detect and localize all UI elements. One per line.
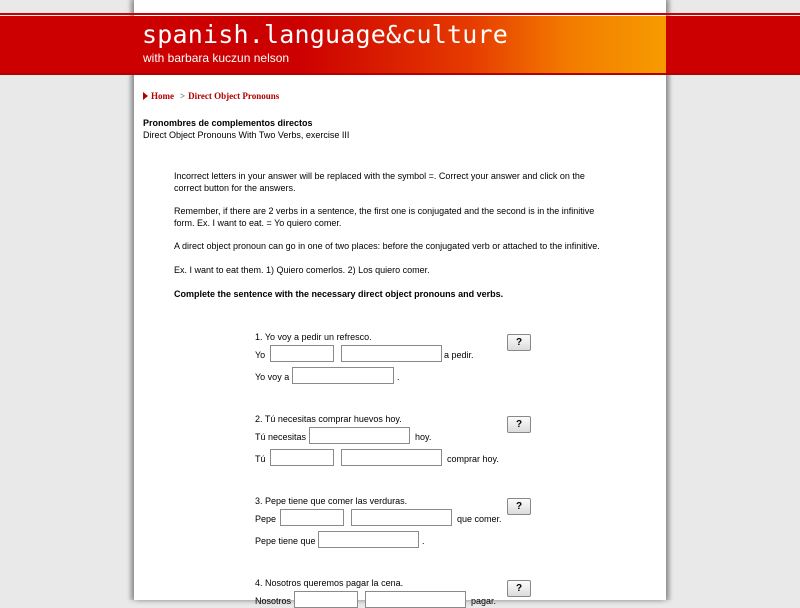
question-1-answer-1a[interactable] — [270, 345, 334, 362]
instruction-paragraph-2: Remember, if there are 2 verbs in a sentence, the first one is conjugated and the second is in the infinitive form. Ex. I want to eat. = Yo quiero comer. — [174, 206, 595, 228]
site-subtitle: with barbara kuczun nelson — [143, 51, 290, 65]
instruction-paragraph-4: Ex. I want to eat them. 1) Quiero comerlos. 2) Los quiero comer. — [174, 265, 430, 275]
instruction-paragraph-5: Complete the sentence with the necessary direct object pronouns and verbs. — [174, 289, 504, 299]
page-heading: Pronombres de complementos directos — [143, 118, 313, 128]
question-4-hint-button[interactable]: ? — [507, 580, 531, 597]
question-3-line-1-before: Pepe — [255, 514, 277, 524]
question-2-prompt: 2. Tú necesitas comprar huevos hoy. — [255, 414, 402, 424]
question-4-line-1-after: pagar. — [471, 596, 497, 606]
question-2-line-1-after: hoy. — [415, 432, 432, 442]
question-2-line-1-before: Tú necesitas — [255, 432, 307, 442]
question-3-line-2-before: Pepe tiene que — [255, 536, 316, 546]
breadcrumb-current-link[interactable]: Direct Object Pronouns — [188, 91, 280, 101]
question-3-answer-2[interactable] — [318, 531, 419, 548]
question-4-answer-1a[interactable] — [294, 591, 358, 608]
page-subheading: Direct Object Pronouns With Two Verbs, exercise III — [143, 130, 350, 140]
banner-top-rule — [0, 13, 800, 15]
page-shadow-left — [128, 0, 134, 600]
question-1-line-2-after: . — [397, 372, 400, 382]
question-3-prompt: 3. Pepe tiene que comer las verduras. — [255, 496, 408, 506]
breadcrumb-separator: > — [180, 91, 186, 101]
triangle-right-icon — [143, 92, 148, 100]
question-3-line-1-after: que comer. — [457, 514, 502, 524]
question-4-line-1-before: Nosotros — [255, 596, 292, 606]
breadcrumb-home-link[interactable]: Home — [151, 91, 174, 101]
question-2-line-2-before: Tú — [255, 454, 266, 464]
question-4-answer-1b[interactable] — [365, 591, 466, 608]
instruction-paragraph-3: A direct object pronoun can go in one of two places: before the conjugated verb or attached to the infinitive. — [174, 241, 600, 251]
question-3-line-2-after: . — [422, 536, 425, 546]
site-title: spanish.language&culture — [142, 20, 509, 49]
question-1-answer-1b[interactable] — [341, 345, 442, 362]
breadcrumb — [143, 91, 279, 101]
question-2-answer-2b[interactable] — [341, 449, 442, 466]
question-3-answer-1a[interactable] — [280, 509, 344, 526]
question-2-answer-1[interactable] — [309, 427, 410, 444]
banner-bottom-rule — [0, 73, 800, 75]
question-2-answer-2a[interactable] — [270, 449, 334, 466]
question-4-prompt: 4. Nosotros queremos pagar la cena. — [255, 578, 404, 588]
question-1-hint-button[interactable]: ? — [507, 334, 531, 351]
page-shadow-right — [666, 0, 672, 600]
question-1-line-1-after: a pedir. — [444, 350, 474, 360]
question-1-answer-2[interactable] — [292, 367, 394, 384]
question-3-hint-button[interactable]: ? — [507, 498, 531, 515]
question-2-line-2-after: comprar hoy. — [447, 454, 499, 464]
question-3-answer-1b[interactable] — [351, 509, 452, 526]
question-1-line-1-before: Yo — [255, 350, 266, 360]
question-1-line-2-before: Yo voy a — [255, 372, 290, 382]
instruction-paragraph-1: Incorrect letters in your answer will be replaced with the symbol =. Correct your answer and click on the correct button for the answers. — [174, 171, 585, 193]
question-2-hint-button[interactable]: ? — [507, 416, 531, 433]
question-1-prompt: 1. Yo voy a pedir un refresco. — [255, 332, 372, 342]
